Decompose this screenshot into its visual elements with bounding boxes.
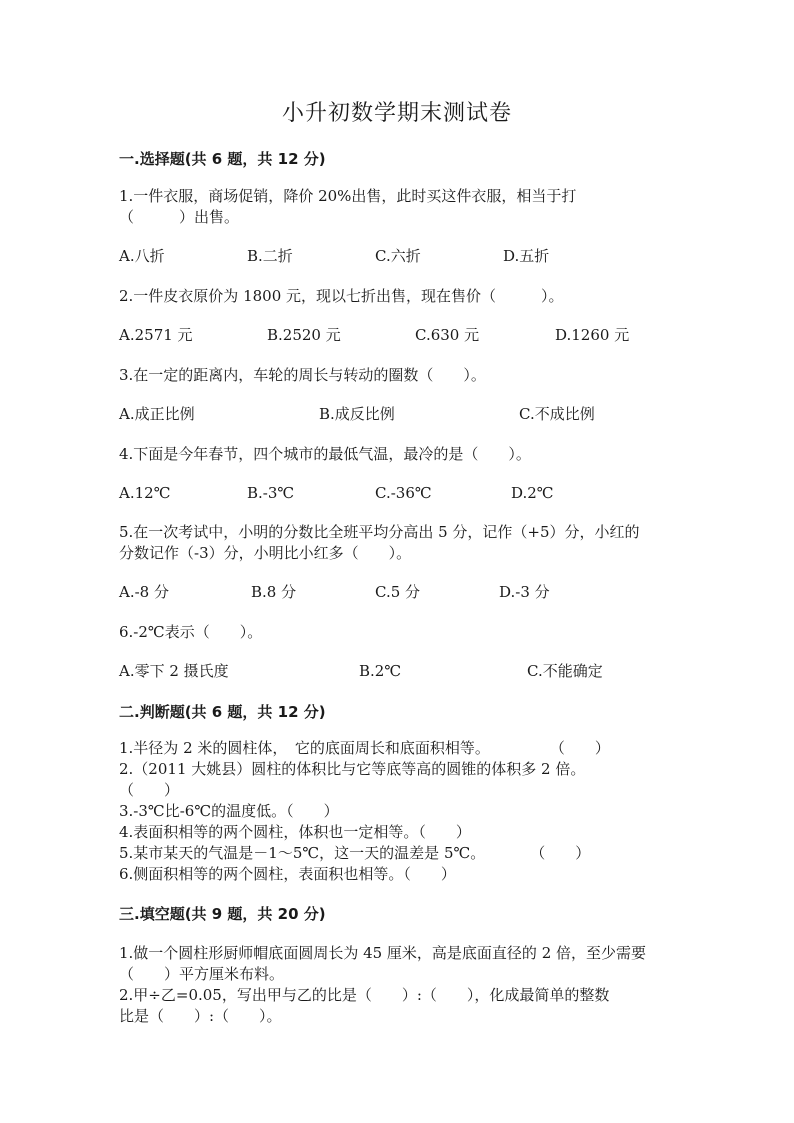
- question-5-option-b: B.8 分: [251, 583, 297, 601]
- question-4-option-c: C.-36℃: [375, 484, 432, 502]
- question-4-option-a: A.12℃: [119, 484, 171, 502]
- question-3-option-a: A.成正比例: [119, 405, 195, 423]
- question-6-option-b: B.2℃: [359, 662, 402, 680]
- question-2-option-a: A.2571 元: [119, 326, 193, 344]
- question-3-option-b: B.成反比例: [319, 405, 395, 423]
- judgement-1: 1.半径为 2 米的圆柱体， 它的底面周长和底面积相等。 （ ）: [119, 739, 610, 757]
- question-5-option-d: D.-3 分: [499, 583, 550, 601]
- judgement-6: 6.侧面积相等的两个圆柱，表面积也相等。（ ）: [119, 865, 456, 883]
- question-1-option-a: A.八折: [119, 247, 165, 265]
- question-5-text: 5.在一次考试中，小明的分数比全班平均分高出 5 分，记作（+5）分，小红的: [119, 523, 640, 541]
- question-6-option-c: C.不能确定: [527, 662, 603, 680]
- page-title: 小升初数学期末测试卷: [281, 101, 512, 126]
- judgement-3: 3.-3℃比-6℃的温度低。（ ）: [119, 802, 339, 820]
- question-4-option-b: B.-3℃: [247, 484, 295, 502]
- judgement-2-cont: （ ）: [119, 781, 180, 799]
- question-5-option-c: C.5 分: [375, 583, 421, 601]
- question-2-option-c: C.630 元: [415, 326, 480, 344]
- fill-blank-2: 2.甲÷乙=0.05，写出甲与乙的比是（ ）:（ ），化成最简单的整数: [119, 986, 610, 1004]
- question-3-text: 3.在一定的距离内，车轮的周长与转动的圈数（ ）。: [119, 366, 486, 384]
- question-2-option-d: D.1260 元: [555, 326, 630, 344]
- question-5-option-a: A.-8 分: [119, 583, 169, 601]
- question-1-option-c: C.六折: [375, 247, 421, 265]
- question-5-text-cont: 分数记作（-3）分，小明比小红多（ ）。: [119, 544, 412, 562]
- question-6-text: 6.-2℃表示（ ）。: [119, 623, 263, 641]
- judgement-5: 5.某市某天的气温是－1～5℃，这一天的温差是 5℃。 （ ）: [119, 844, 591, 862]
- section-heading-judgement: 二.判断题(共 6 题，共 12 分): [119, 703, 326, 721]
- question-6-option-a: A.零下 2 摄氏度: [119, 662, 229, 680]
- fill-blank-1-cont: （ ）平方厘米布料。: [119, 965, 285, 983]
- question-1-text-cont: （ ）出售。: [119, 208, 240, 226]
- question-4-text: 4.下面是今年春节，四个城市的最低气温，最冷的是（ ）。: [119, 445, 531, 463]
- question-2-option-b: B.2520 元: [267, 326, 341, 344]
- question-2-text: 2.一件皮衣原价为 1800 元，现以七折出售，现在售价（ ）。: [119, 287, 564, 305]
- question-1-text: 1.一件衣服，商场促销，降价 20%出售，此时买这件衣服，相当于打: [119, 187, 577, 205]
- question-4-option-d: D.2℃: [511, 484, 554, 502]
- judgement-4: 4.表面积相等的两个圆柱，体积也一定相等。（ ）: [119, 823, 471, 841]
- fill-blank-2-cont: 比是（ ）:（ ）。: [119, 1007, 282, 1025]
- fill-blank-1: 1.做一个圆柱形厨师帽底面圆周长为 45 厘米，高是底面直径的 2 倍，至少需要: [119, 944, 647, 962]
- question-3-option-c: C.不成比例: [519, 405, 595, 423]
- section-heading-choice: 一.选择题(共 6 题，共 12 分): [119, 150, 326, 168]
- question-1-option-b: B.二折: [247, 247, 293, 265]
- judgement-2: 2.（2011 大姚县）圆柱的体积比与它等底等高的圆锥的体积多 2 倍。: [119, 760, 586, 778]
- question-1-option-d: D.五折: [503, 247, 550, 265]
- section-heading-fill-blank: 三.填空题(共 9 题，共 20 分): [119, 905, 326, 923]
